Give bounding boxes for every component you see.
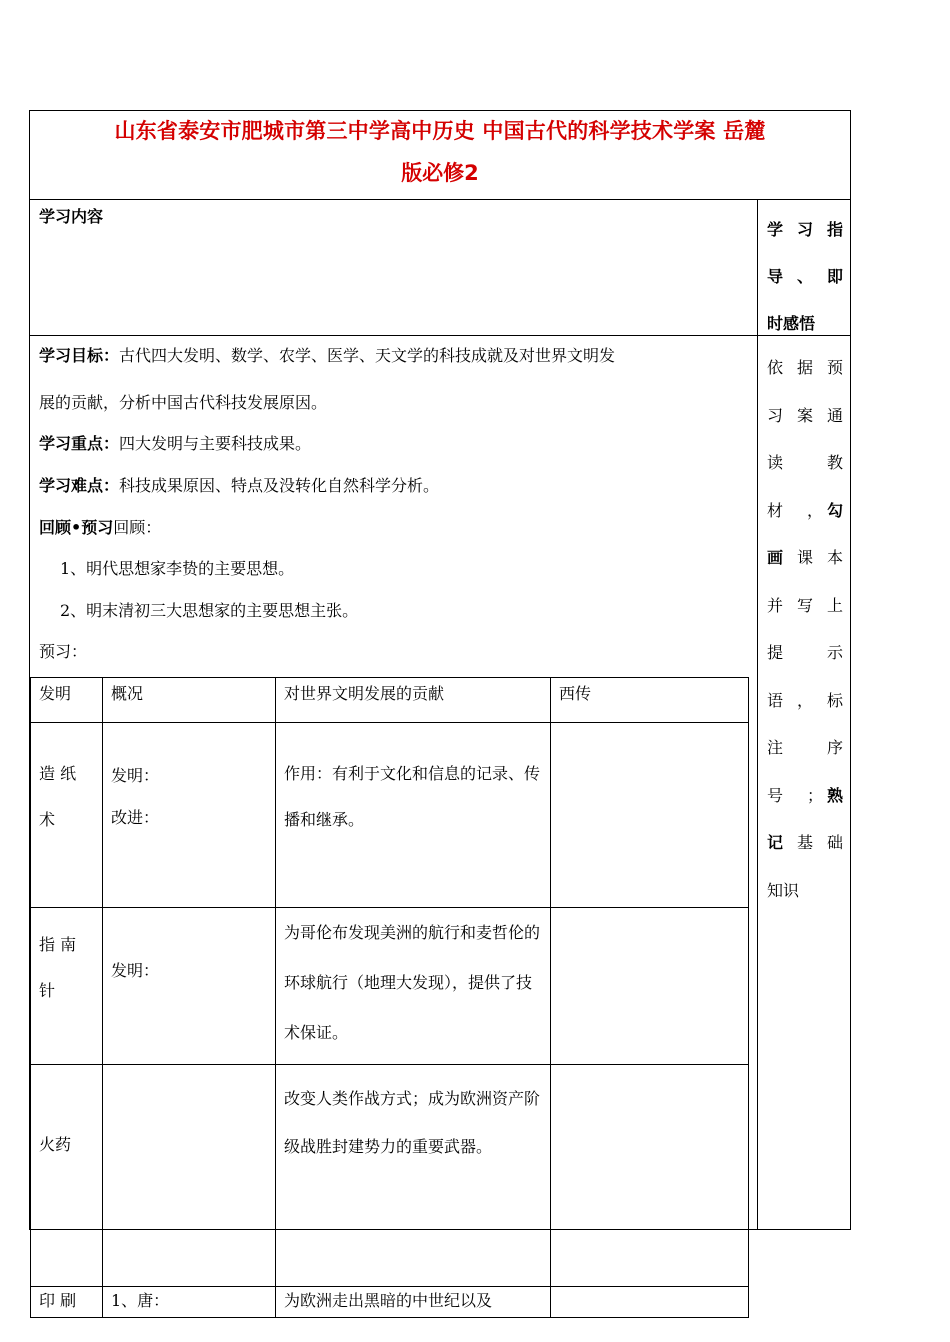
guide-line: 并 写 上: [767, 595, 843, 615]
title-row: [30, 111, 850, 200]
table-row: [31, 1287, 749, 1318]
header-guide-line: 学 习 指: [767, 220, 843, 239]
guide-line: 依 据 预: [767, 358, 843, 377]
guide-line: 号 ；熟: [767, 785, 843, 805]
cell-invention: 印 刷: [31, 1287, 103, 1318]
cell-westward: [551, 723, 749, 908]
table-row: [31, 723, 749, 908]
guide-line: 注 序: [767, 738, 843, 757]
header-study-content: 学习内容: [39, 207, 104, 226]
cell-invention: 火药: [31, 1065, 103, 1287]
goal-text: 古代四大发明、数学、农学、医学、天文学的科技成就及对世界文明发: [119, 346, 616, 365]
guide-line: 画 课 本: [767, 548, 843, 567]
cell-overview: 发明：: [103, 908, 276, 1065]
header-invention: 发明: [31, 678, 103, 723]
goal-line-2: 展的贡献，分析中国古代科技发展原因。: [39, 393, 328, 412]
review-text: 回顾：: [113, 518, 162, 537]
guide-line: 知识: [767, 880, 800, 900]
review-line: [39, 518, 161, 538]
cell-invention: 指 南 针: [31, 908, 103, 1065]
cell-contribution: 改变人类作战方式；成为欧洲资产阶级战胜封建势力的重要武器。: [276, 1065, 551, 1287]
guide-line: 习 案 通: [767, 405, 843, 425]
goal-label: 学习目标：: [39, 346, 120, 365]
guide-column: [767, 344, 843, 914]
difficulty-text: 科技成果原因、特点及没转化自然科学分析。: [119, 476, 440, 495]
difficulty-line: [39, 476, 439, 496]
focus-text: 四大发明与主要科技成果。: [119, 434, 312, 453]
header-westward: 西传: [551, 678, 749, 723]
guide-line: 语 ， 标: [767, 690, 843, 710]
cell-overview: 1、唐：: [103, 1287, 276, 1318]
table-row: [31, 908, 749, 1065]
header-guide: [767, 206, 843, 347]
cell-overview: [103, 1065, 276, 1287]
header-overview: 概况: [103, 678, 276, 723]
goal-line-1: [39, 346, 615, 366]
header-guide-line: 时感悟: [767, 314, 816, 333]
guide-line: 材 ，勾: [767, 500, 843, 520]
inventions-table: [30, 677, 749, 1318]
cell-invention: 造 纸 术: [31, 723, 103, 908]
cell-westward: [551, 1287, 749, 1318]
cell-overview: 发明： 改进：: [103, 723, 276, 908]
cell-contribution: 为哥伦布发现美洲的航行和麦哲伦的环球航行（地理大发现），提供了技术保证。: [276, 908, 551, 1065]
header-contribution: 对世界文明发展的贡献: [276, 678, 551, 723]
cell-contribution: 为欧洲走出黑暗的中世纪以及: [276, 1287, 551, 1318]
cell-westward: [551, 1065, 749, 1287]
main-table: [29, 110, 851, 1310]
focus-label: 学习重点：: [39, 434, 120, 453]
review-item: 1、明代思想家李贽的主要思想。: [60, 559, 295, 578]
cell-contribution: 作用：有利于文化和信息的记录、传播和继承。: [276, 723, 551, 908]
guide-line: 提 示: [767, 643, 843, 662]
difficulty-label: 学习难点：: [39, 476, 120, 495]
table-header-row: [31, 678, 749, 723]
guide-line: 读 教: [767, 453, 843, 472]
review-item: 2、明末清初三大思想家的主要思想主张。: [60, 601, 359, 620]
preview-label: 预习：: [39, 642, 88, 661]
table-row: [31, 1065, 749, 1287]
header-divider: [30, 335, 850, 336]
guide-line: 记 基 础: [767, 833, 843, 852]
document-title-line1: 山东省泰安市肥城市第三中学高中历史 中国古代的科学技术学案 岳麓: [114, 119, 766, 143]
cell-westward: [551, 908, 749, 1065]
review-label: 回顾•预习: [39, 518, 114, 537]
header-guide-line: 导 、 即: [767, 267, 843, 286]
column-divider: [757, 199, 758, 1230]
document-title-line2: 版必修2: [401, 161, 479, 185]
focus-line: [39, 434, 311, 454]
